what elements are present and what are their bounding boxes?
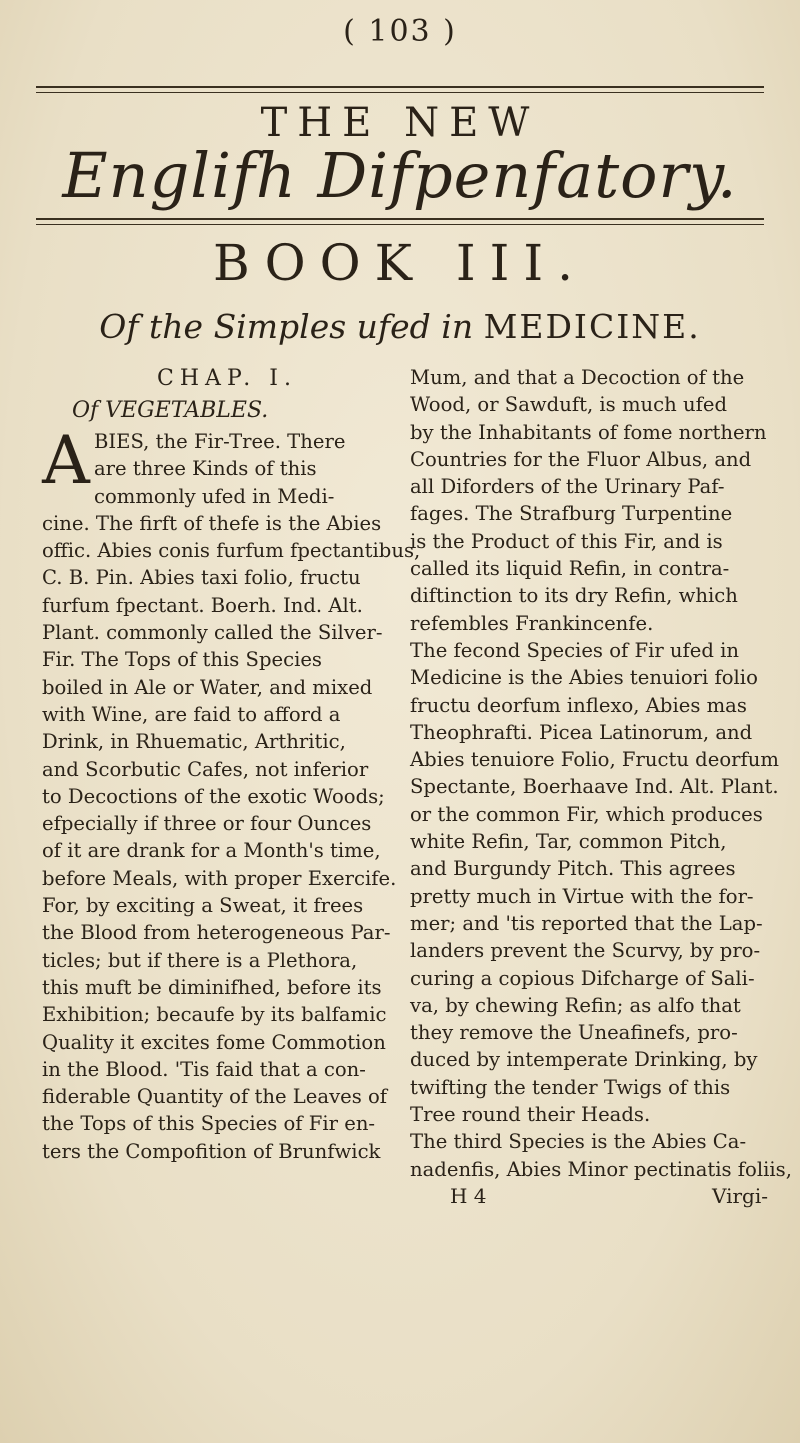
text-line: fiderable Quantity of the Leaves of (42, 1085, 388, 1109)
text-line: mer; and 'tis reported that the Lap- (410, 911, 763, 935)
text-line: white Refin, Tar, common Pitch, (410, 830, 727, 854)
page-number: ( 103 ) (343, 14, 457, 49)
text-line: to Decoctions of the exotic Woods; (42, 784, 385, 808)
right-column (410, 364, 792, 1210)
text-line: nadenfis, Abies Minor pectinatis foliis, (410, 1157, 792, 1181)
text-line: pretty much in Virtue with the for- (410, 884, 754, 908)
text-line: of it are drank for a Month's time, (42, 839, 381, 863)
text-line: The fecond Species of Fir ufed in (410, 638, 740, 662)
text-line: commonly ufed in Medi- (94, 484, 335, 508)
text-line: with Wine, are faid to afford a (42, 702, 341, 726)
text-line: diftinction to its dry Refin, which (410, 584, 738, 608)
text-line: is the Product of this Fir, and is (410, 529, 723, 553)
catchword: Virgi- (711, 1183, 768, 1208)
text-line: Fir. The Tops of this Species (42, 648, 322, 672)
text-line: they remove the Uneafinefs, pro- (410, 1021, 738, 1045)
text-line: and Burgundy Pitch. This agrees (410, 857, 736, 881)
text-line: fages. The Strafburg Turpentine (410, 502, 733, 526)
text-line: Mum, and that a Decoction of the (410, 366, 745, 389)
text-line: Wood, or Sawduft, is much ufed (410, 393, 727, 417)
text-line: ticles; but if there is a Plethora, (42, 948, 358, 972)
text-line: by the Inhabitants of fome northern (410, 420, 767, 444)
subtitle-italic: Of the Simples ufed in (99, 307, 484, 346)
text-line: called its liquid Refin, in contra- (410, 557, 730, 581)
top-rule (36, 86, 764, 88)
subtitle-caps: MEDICINE. (483, 307, 701, 346)
title-line-2-text: Englifh Difpenfatory. (62, 139, 738, 212)
text-line: Countries for the Fluor Albus, and (410, 447, 752, 471)
book-heading: BOOK III. (212, 234, 588, 292)
signature-mark: H 4 (450, 1183, 487, 1208)
text-line: Spectante, Boerhaave Ind. Alt. Plant. (410, 775, 779, 799)
title-line-2 (0, 139, 800, 212)
text-line: BIES, the Fir-Tree. There (94, 430, 346, 453)
text-line: Tree round their Heads. (410, 1103, 651, 1127)
text-line: before Meals, with proper Exercife. (42, 866, 397, 890)
text-line: va, by chewing Refin; as alfo that (410, 993, 741, 1017)
left-column (42, 364, 421, 1165)
title-line-1: THE NEW (260, 100, 540, 146)
text-line: furfum fpectant. Boerh. Ind. Alt. (42, 593, 363, 617)
text-line: all Diforders of the Urinary Paf- (410, 475, 725, 499)
text-line: this muft be diminifhed, before its (42, 975, 382, 999)
text-line: For, by exciting a Sweat, it frees (42, 894, 364, 918)
text-line: or the common Fir, which produces (410, 802, 763, 826)
text-line: landers prevent the Scurvy, by pro- (410, 939, 761, 963)
text-line: duced by intemperate Drinking, by (410, 1048, 758, 1072)
text-line: the Tops of this Species of Fir en- (42, 1112, 376, 1136)
text-line: fructu deorfum inflexo, Abies mas (410, 693, 747, 717)
text-line: refembles Frankincenfe. (410, 611, 654, 635)
chapter-label: CHAP. I. (157, 366, 297, 391)
text-line: cine. The firft of thefe is the Abies (42, 511, 382, 535)
text-line: Exhibition; becaufe by its balfamic (42, 1003, 387, 1027)
text-line: Abies tenuiore Folio, Fructu deorfum (410, 748, 779, 772)
text-line: curing a copious Difcharge of Sali- (410, 966, 755, 990)
text-line: in the Blood. 'Tis faid that a con- (42, 1057, 366, 1081)
text-line: Medicine is the Abies tenuiori folio (410, 666, 758, 690)
text-line: and Scorbutic Cafes, not inferior (42, 757, 369, 781)
text-line: The third Species is the Abies Ca- (410, 1130, 747, 1154)
page-footer (410, 1183, 782, 1210)
drop-cap: A (42, 422, 90, 499)
text-line: Plant. commonly called the Silver- (42, 621, 383, 645)
chapter-title: Of VEGETABLES. (72, 398, 269, 423)
text-line: are three Kinds of this (94, 457, 317, 481)
text-line: Theophrafti. Picea Latinorum, and (410, 720, 753, 744)
text-line: ters the Compofition of Brunfwick (42, 1139, 381, 1163)
top-rule-thin (36, 92, 764, 93)
book-subtitle (0, 307, 800, 346)
text-line: offic. Abies conis furfum fpectantibus, (42, 539, 421, 563)
text-line: C. B. Pin. Abies taxi folio, fructu (42, 566, 361, 590)
mid-rule-thin (36, 224, 764, 225)
text-line: Drink, in Rhuematic, Arthritic, (42, 730, 346, 754)
text-line: the Blood from heterogeneous Par- (42, 921, 391, 945)
mid-rule (36, 218, 764, 220)
text-line: twifting the tender Twigs of this (410, 1075, 731, 1099)
text-line: boiled in Ale or Water, and mixed (42, 675, 373, 699)
text-line: efpecially if three or four Ounces (42, 812, 372, 836)
text-line: Quality it excites fome Commotion (42, 1030, 386, 1054)
